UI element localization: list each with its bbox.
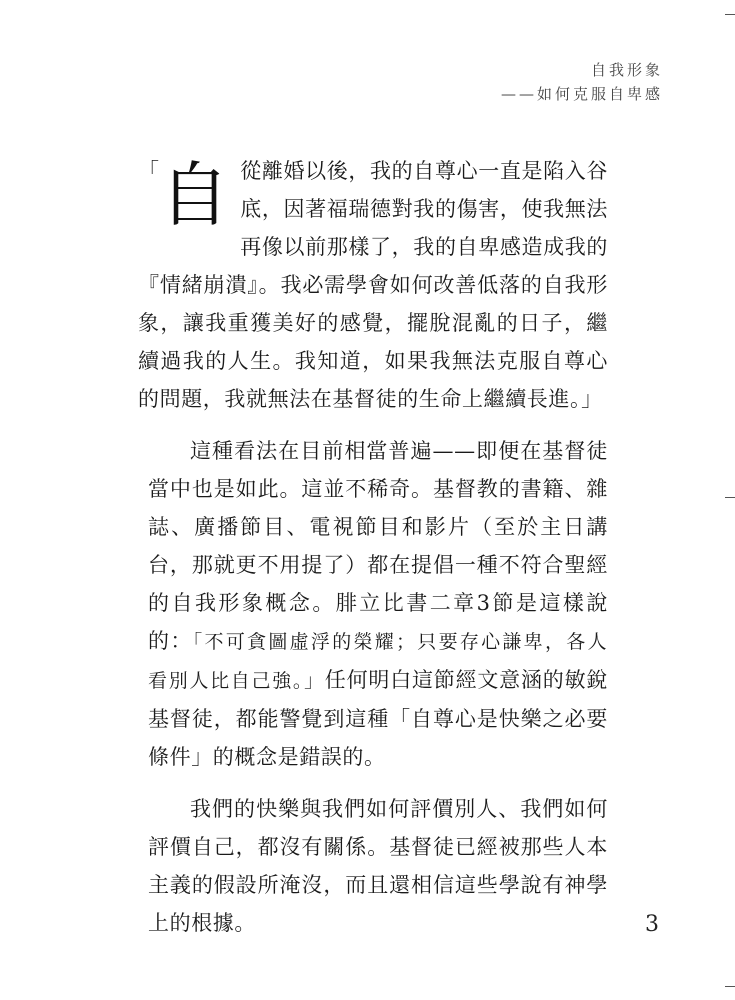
running-header <box>501 58 663 106</box>
header-subtitle: ——如何克服自卑感 <box>500 85 663 103</box>
crop-mark-top <box>725 14 735 15</box>
scripture-quote: 「不可貪圖虛浮的榮耀；只要存心謙卑，各人看別人比自己強。」 <box>148 631 608 692</box>
open-quote: 「 <box>138 159 160 183</box>
crop-mark-bottom <box>725 986 735 987</box>
paragraph-3 <box>148 790 608 942</box>
paragraph-2-text-before: 這種看法在目前相當普遍——即便在基督徒當中也是如此。這並不稀奇。基督教的書籍、雜誌、廣播節目、電視節目和影片（至於主日講台，那就更不用提了）都在提倡一種不符合聖經的自我形象概念。腓立比書二章3節是這樣說的： <box>148 439 608 653</box>
page-number: 3 <box>645 912 659 937</box>
paragraph-2 <box>148 432 608 776</box>
body-text <box>138 152 608 956</box>
paragraph-3-text: 我們的快樂與我們如何評價別人、我們如何評價自己，都沒有關係。基督徒已經被那些人本主義的假設所淹沒，而且還相信這些學說有神學上的根據。 <box>148 797 608 935</box>
crop-mark-middle <box>725 497 735 498</box>
paragraph-1-text: 從離婚以後，我的自尊心一直是陷入谷底，因著福瑞德對我的傷害，使我無法再像以前那樣了，我的自卑感造成我的『情緒崩潰』。我必需學會如何改善低落的自我形象，讓我重獲美好的感覺，擺脫混亂的日子，繼續過我的人生。我知道，如果我無法克服自尊心的問題，我就無法在基督徒的生命上繼續長進。」 <box>138 159 608 411</box>
header-title: 自我形象 <box>590 61 663 79</box>
drop-cap: 自 <box>159 154 231 236</box>
paragraph-2-text-after: 任何明白這節經文意涵的敏銳基督徒，都能警覺到這種「自尊心是快樂之必要條件」的概念是錯誤的。 <box>148 668 608 769</box>
paragraph-1 <box>138 152 608 418</box>
